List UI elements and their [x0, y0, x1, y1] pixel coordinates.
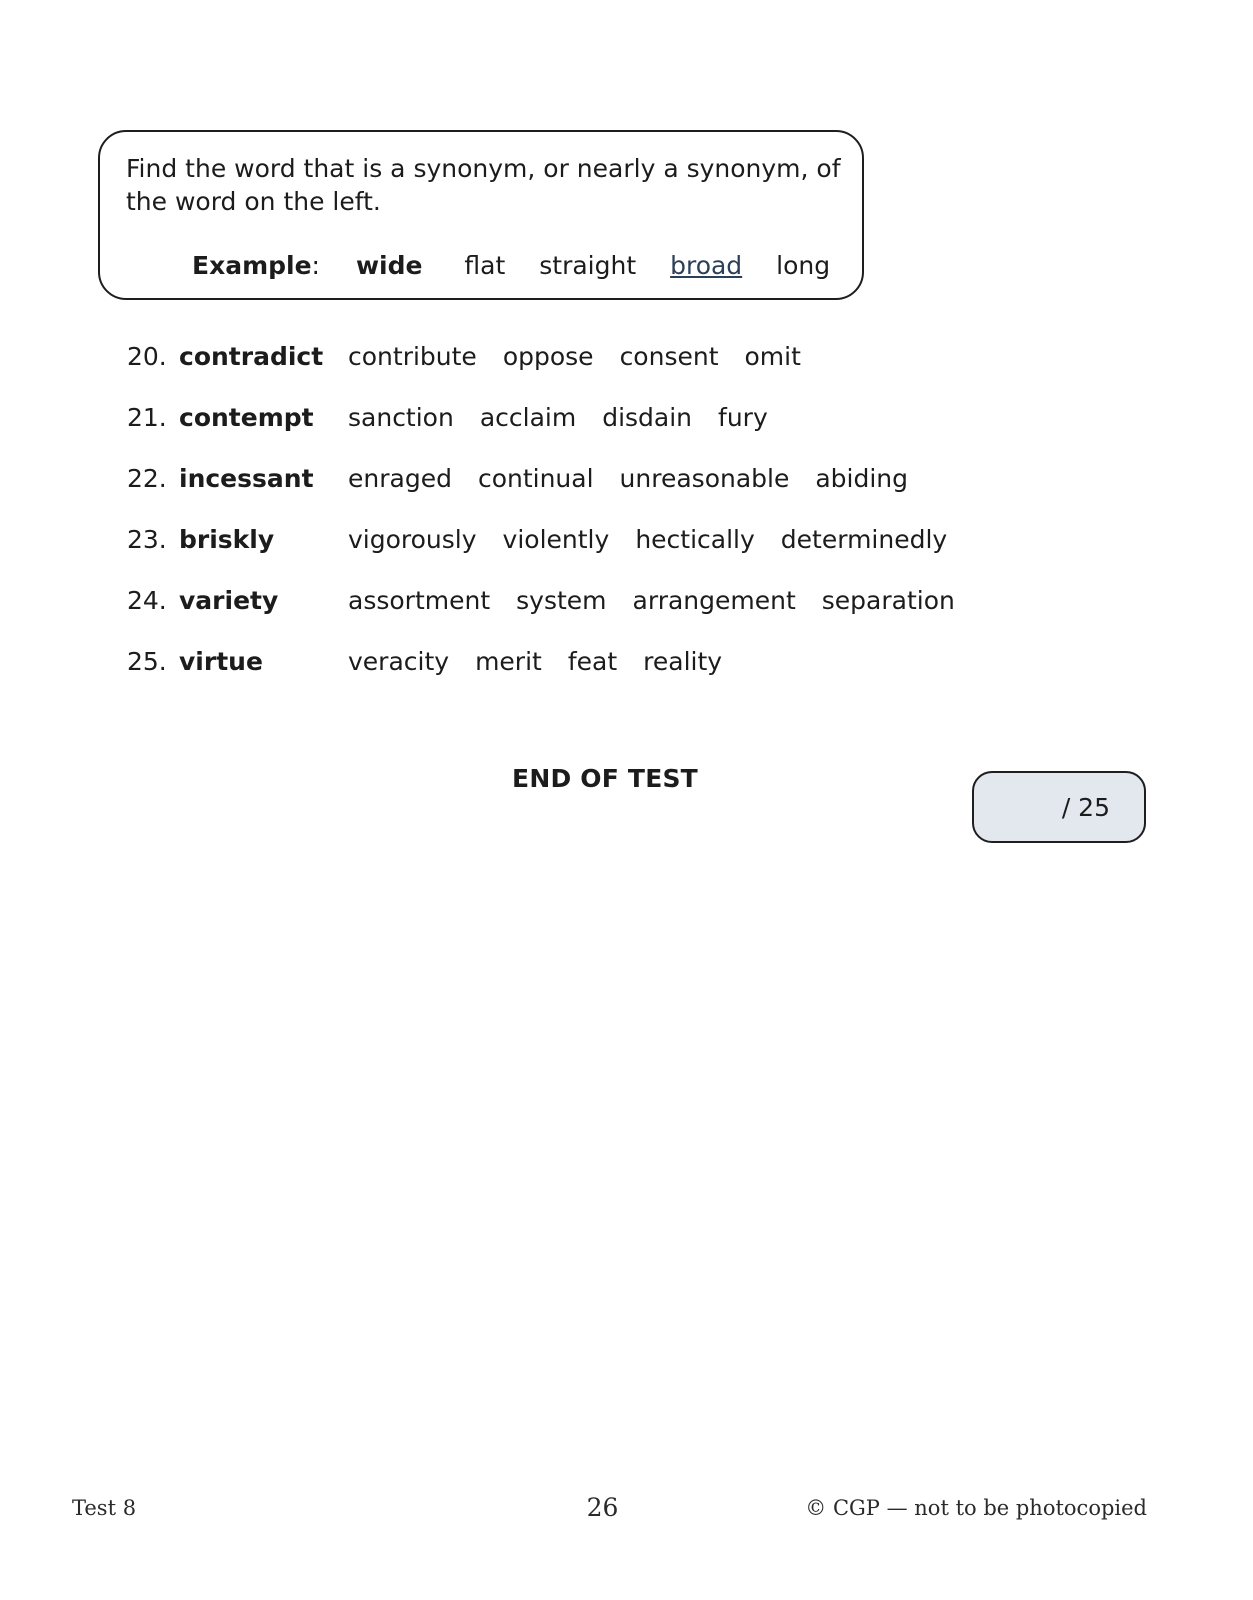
answer-option[interactable]: arrangement — [632, 586, 796, 615]
answer-option[interactable]: acclaim — [479, 403, 577, 432]
answer-option[interactable]: determinedly — [780, 525, 948, 554]
answer-option[interactable]: contribute — [348, 342, 477, 371]
footer-page-number: 26 — [586, 1493, 619, 1522]
answer-option[interactable]: abiding — [815, 464, 909, 493]
instruction-text: Find the word that is a synonym, or nearly a synonym, of the word on the left. — [126, 154, 841, 216]
question-number: 21. — [127, 403, 167, 432]
end-of-test-heading: END OF TEST — [512, 764, 698, 793]
question-24 — [127, 583, 981, 619]
answer-option[interactable]: sanction — [348, 403, 454, 432]
answer-option[interactable]: disdain — [602, 403, 693, 432]
answer-option[interactable]: fury — [718, 403, 768, 432]
score-box[interactable] — [972, 771, 1146, 843]
question-number: 25. — [127, 647, 167, 676]
answer-option[interactable]: vigorously — [348, 525, 477, 554]
answer-option[interactable]: unreasonable — [619, 464, 790, 493]
answer-option[interactable]: merit — [475, 647, 542, 676]
example-option: flat — [464, 251, 506, 280]
question-word: variety — [179, 586, 279, 615]
footer-copyright: © CGP — not to be photocopied — [805, 1496, 1147, 1520]
question-word: contempt — [179, 403, 314, 432]
answer-option[interactable]: assortment — [348, 586, 491, 615]
question-word: incessant — [179, 464, 314, 493]
answer-option[interactable]: enraged — [348, 464, 452, 493]
answer-option[interactable]: separation — [821, 586, 955, 615]
footer-test-name: Test 8 — [72, 1496, 137, 1520]
question-number: 23. — [127, 525, 167, 554]
answer-option[interactable]: consent — [619, 342, 719, 371]
question-word: virtue — [179, 647, 263, 676]
answer-option[interactable]: omit — [744, 342, 801, 371]
answer-option[interactable]: system — [516, 586, 607, 615]
instruction-box — [98, 130, 864, 300]
example-colon: : — [311, 251, 320, 280]
question-22 — [127, 461, 934, 497]
question-20 — [127, 339, 827, 375]
question-21 — [127, 400, 794, 436]
answer-option[interactable]: veracity — [348, 647, 450, 676]
question-25 — [127, 644, 748, 680]
answer-option[interactable]: hectically — [635, 525, 755, 554]
question-23 — [127, 522, 973, 558]
question-word: contradict — [179, 342, 324, 371]
answer-option[interactable]: violently — [502, 525, 610, 554]
answer-option[interactable]: continual — [477, 464, 594, 493]
example-option: long — [776, 251, 831, 280]
answer-option[interactable]: oppose — [502, 342, 594, 371]
example-label: Example — [192, 251, 312, 280]
answer-option[interactable]: reality — [643, 647, 723, 676]
example-answer-option: broad — [670, 251, 743, 280]
question-number: 24. — [127, 586, 167, 615]
question-number: 20. — [127, 342, 167, 371]
question-word: briskly — [179, 525, 275, 554]
example-line — [192, 249, 856, 282]
example-option: straight — [539, 251, 637, 280]
answer-option[interactable]: feat — [567, 647, 618, 676]
score-total: / 25 — [1061, 793, 1110, 822]
example-word: wide — [355, 251, 423, 280]
question-number: 22. — [127, 464, 167, 493]
